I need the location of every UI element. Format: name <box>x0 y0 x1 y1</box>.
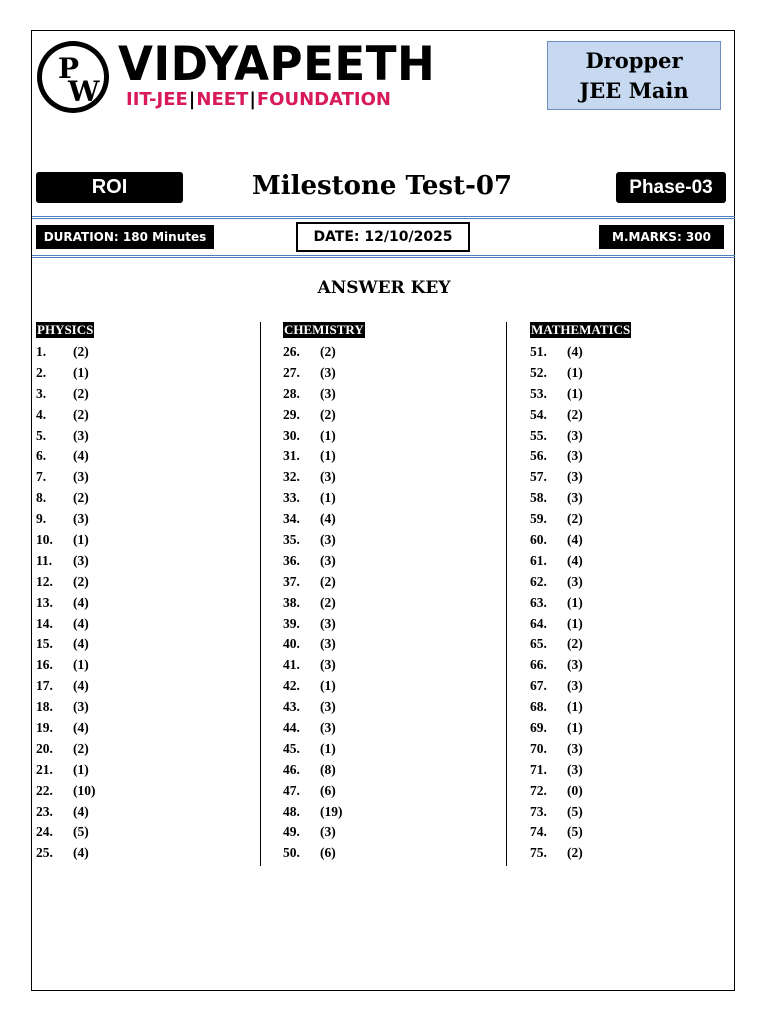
question-number: 73. <box>530 803 547 819</box>
answer-row <box>36 676 256 697</box>
answer-row <box>530 488 750 509</box>
answer-row <box>36 802 256 823</box>
question-number: 66. <box>530 657 547 673</box>
question-number: 1. <box>36 344 47 359</box>
question-number: 3. <box>36 385 47 401</box>
answer-value: (1) <box>320 740 336 756</box>
question-number: 15. <box>36 636 53 652</box>
answer-row <box>36 405 256 426</box>
answer-value: (2) <box>567 845 583 861</box>
answer-value: (6) <box>320 782 336 798</box>
answer-value: (3) <box>567 469 583 485</box>
answer-value: (1) <box>320 678 336 694</box>
svg-text:P: P <box>58 52 80 85</box>
question-number: 50. <box>283 845 300 861</box>
answer-row <box>283 405 503 426</box>
chemistry-column <box>283 322 503 864</box>
question-number: 42. <box>283 678 300 694</box>
answer-row <box>283 384 503 405</box>
answer-row <box>283 530 503 551</box>
question-number: 6. <box>36 448 47 464</box>
svg-text:W: W <box>68 75 100 108</box>
answer-value: (8) <box>320 761 336 777</box>
answer-row <box>530 426 750 447</box>
brand-name: VIDYAPEETH <box>118 37 436 92</box>
answer-value: (4) <box>567 532 583 548</box>
question-number: 61. <box>530 552 547 568</box>
question-number: 67. <box>530 678 547 694</box>
answer-row <box>530 655 750 676</box>
question-number: 59. <box>530 511 547 527</box>
answer-row <box>283 718 503 739</box>
question-number: 71. <box>530 761 547 777</box>
question-number: 31. <box>283 448 300 464</box>
answer-value: (4) <box>320 511 336 527</box>
answer-row <box>530 739 750 760</box>
question-number: 41. <box>283 657 300 673</box>
question-number: 39. <box>283 615 300 631</box>
answer-row <box>36 634 256 655</box>
answer-value: (2) <box>320 573 336 589</box>
question-number: 36. <box>283 552 300 568</box>
answer-row <box>36 551 256 572</box>
divider-top-2 <box>32 218 735 219</box>
answer-value: (3) <box>320 720 336 736</box>
question-number: 4. <box>36 406 47 422</box>
question-number: 55. <box>530 427 547 443</box>
answer-value: (10) <box>73 782 96 798</box>
answer-value: (1) <box>567 364 583 380</box>
answer-row <box>283 509 503 530</box>
answer-row <box>283 676 503 697</box>
answer-value: (2) <box>73 573 89 589</box>
answer-row <box>36 781 256 802</box>
answer-row <box>36 363 256 384</box>
answer-rows <box>283 342 503 864</box>
answer-value: (4) <box>73 448 89 464</box>
question-number: 58. <box>530 490 547 506</box>
answer-row <box>36 384 256 405</box>
question-number: 22. <box>36 782 53 798</box>
question-number: 16. <box>36 657 53 673</box>
answer-row <box>283 760 503 781</box>
answer-row <box>530 676 750 697</box>
answer-row <box>36 697 256 718</box>
question-number: 57. <box>530 469 547 485</box>
answer-row <box>530 760 750 781</box>
question-number: 12. <box>36 573 53 589</box>
answer-value: (2) <box>73 490 89 506</box>
column-divider <box>506 322 507 866</box>
answer-row <box>36 467 256 488</box>
divider-top <box>32 216 735 217</box>
answer-row <box>36 655 256 676</box>
question-number: 24. <box>36 824 53 840</box>
answer-row <box>36 614 256 635</box>
question-number: 68. <box>530 699 547 715</box>
answer-row <box>530 446 750 467</box>
tagline-iitjee: IIT-JEE <box>126 89 188 110</box>
answer-value: (3) <box>567 448 583 464</box>
question-number: 5. <box>36 427 47 443</box>
answer-value: (1) <box>567 699 583 715</box>
answer-value: (1) <box>73 657 89 673</box>
divider-bottom <box>32 255 735 256</box>
answer-value: (3) <box>567 678 583 694</box>
answer-rows <box>530 342 750 864</box>
answer-value: (4) <box>73 678 89 694</box>
answer-row <box>36 739 256 760</box>
question-number: 60. <box>530 532 547 548</box>
answer-value: (2) <box>73 406 89 422</box>
answer-row <box>530 363 750 384</box>
answer-value: (3) <box>320 657 336 673</box>
answer-row <box>283 697 503 718</box>
answer-value: (19) <box>320 803 343 819</box>
section-header-physics: PHYSICS <box>37 322 94 337</box>
phase-badge: Phase-03 <box>616 172 726 203</box>
question-number: 43. <box>283 699 300 715</box>
answer-row <box>530 843 750 864</box>
question-number: 13. <box>36 594 53 610</box>
answer-rows <box>36 342 256 864</box>
question-number: 65. <box>530 636 547 652</box>
question-number: 26. <box>283 344 300 359</box>
answer-row <box>36 342 256 363</box>
answer-row <box>283 572 503 593</box>
question-number: 54. <box>530 406 547 422</box>
answer-row <box>283 488 503 509</box>
question-number: 32. <box>283 469 300 485</box>
answer-row <box>283 781 503 802</box>
answer-row <box>283 446 503 467</box>
answer-value: (3) <box>567 427 583 443</box>
answer-value: (4) <box>73 845 89 861</box>
section-header-mathematics: MATHEMATICS <box>531 322 631 337</box>
answer-value: (4) <box>73 636 89 652</box>
answer-value: (1) <box>320 448 336 464</box>
answer-row <box>283 655 503 676</box>
answer-row <box>530 405 750 426</box>
answer-value: (3) <box>320 615 336 631</box>
answer-value: (2) <box>567 406 583 422</box>
question-number: 20. <box>36 740 53 756</box>
physics-column <box>36 322 256 864</box>
answer-row <box>36 572 256 593</box>
answer-row <box>530 614 750 635</box>
tagline-separator: | <box>188 89 196 110</box>
course-line2: JEE Main <box>579 78 689 103</box>
question-number: 44. <box>283 720 300 736</box>
answer-value: (4) <box>73 803 89 819</box>
answer-row <box>530 551 750 572</box>
answer-row <box>283 614 503 635</box>
question-number: 7. <box>36 469 47 485</box>
answer-row <box>36 426 256 447</box>
mathematics-column <box>530 322 750 864</box>
answer-value: (3) <box>320 364 336 380</box>
date-box: DATE: 12/10/2025 <box>296 222 470 252</box>
question-number: 28. <box>283 385 300 401</box>
answer-value: (3) <box>320 824 336 840</box>
answer-row <box>530 802 750 823</box>
answer-row <box>283 739 503 760</box>
answer-row <box>283 593 503 614</box>
answer-row <box>530 697 750 718</box>
question-number: 14. <box>36 615 53 631</box>
question-number: 51. <box>530 344 547 359</box>
answer-value: (2) <box>73 344 89 359</box>
answer-value: (2) <box>320 344 336 359</box>
answer-value: (3) <box>567 490 583 506</box>
question-number: 25. <box>36 845 53 861</box>
answer-row <box>36 822 256 843</box>
answer-value: (3) <box>567 573 583 589</box>
question-number: 38. <box>283 594 300 610</box>
answer-row <box>530 530 750 551</box>
question-number: 27. <box>283 364 300 380</box>
answer-value: (1) <box>567 385 583 401</box>
answer-row <box>530 572 750 593</box>
answer-row <box>530 822 750 843</box>
answer-row <box>283 551 503 572</box>
answer-value: (3) <box>73 427 89 443</box>
answer-value: (1) <box>320 490 336 506</box>
answer-value: (0) <box>567 782 583 798</box>
answer-value: (3) <box>320 385 336 401</box>
answer-value: (6) <box>320 845 336 861</box>
question-number: 40. <box>283 636 300 652</box>
answer-value: (2) <box>73 740 89 756</box>
answer-row <box>530 467 750 488</box>
answer-row <box>530 342 750 363</box>
answer-key-title: ANSWER KEY <box>317 278 451 298</box>
duration-badge: DURATION: 180 Minutes <box>36 225 214 249</box>
question-number: 29. <box>283 406 300 422</box>
question-number: 10. <box>36 532 53 548</box>
question-number: 69. <box>530 720 547 736</box>
question-number: 37. <box>283 573 300 589</box>
answer-row <box>530 718 750 739</box>
max-marks-badge: M.MARKS: 300 <box>599 225 724 249</box>
question-number: 19. <box>36 720 53 736</box>
answer-row <box>283 342 503 363</box>
question-number: 2. <box>36 364 47 380</box>
divider-bottom-2 <box>32 257 735 258</box>
answer-value: (3) <box>320 532 336 548</box>
course-line1: Dropper <box>585 48 683 73</box>
answer-value: (4) <box>73 720 89 736</box>
question-number: 72. <box>530 782 547 798</box>
answer-row <box>283 843 503 864</box>
answer-value: (1) <box>567 720 583 736</box>
answer-row <box>36 488 256 509</box>
question-number: 33. <box>283 490 300 506</box>
question-number: 62. <box>530 573 547 589</box>
answer-value: (3) <box>567 761 583 777</box>
question-number: 8. <box>36 490 47 506</box>
question-number: 46. <box>283 761 300 777</box>
question-number: 11. <box>36 552 53 568</box>
answer-value: (2) <box>567 511 583 527</box>
question-number: 75. <box>530 845 547 861</box>
answer-row <box>530 634 750 655</box>
answer-value: (1) <box>73 532 89 548</box>
question-number: 17. <box>36 678 53 694</box>
answer-value: (1) <box>567 615 583 631</box>
question-number: 64. <box>530 615 547 631</box>
answer-row <box>36 446 256 467</box>
test-title: Milestone Test-07 <box>251 171 513 201</box>
question-number: 49. <box>283 824 300 840</box>
question-number: 56. <box>530 448 547 464</box>
answer-value: (4) <box>567 344 583 359</box>
answer-row <box>36 843 256 864</box>
answer-value: (3) <box>73 511 89 527</box>
answer-row <box>36 593 256 614</box>
answer-row <box>530 781 750 802</box>
answer-row <box>283 363 503 384</box>
answer-row <box>530 593 750 614</box>
question-number: 21. <box>36 761 53 777</box>
column-divider <box>260 322 261 866</box>
answer-value: (1) <box>567 594 583 610</box>
answer-value: (1) <box>320 427 336 443</box>
answer-row <box>530 509 750 530</box>
question-number: 47. <box>283 782 300 798</box>
section-header-chemistry: CHEMISTRY <box>284 322 364 337</box>
question-number: 63. <box>530 594 547 610</box>
answer-row <box>36 718 256 739</box>
question-number: 34. <box>283 511 300 527</box>
question-number: 45. <box>283 740 300 756</box>
question-number: 48. <box>283 803 300 819</box>
answer-row <box>283 426 503 447</box>
answer-value: (3) <box>567 657 583 673</box>
question-number: 52. <box>530 364 547 380</box>
answer-row <box>36 760 256 781</box>
tagline-foundation: FOUNDATION <box>256 89 391 110</box>
pw-logo <box>36 40 110 114</box>
answer-value: (3) <box>73 699 89 715</box>
batch-badge: ROI <box>36 172 183 203</box>
answer-value: (3) <box>567 740 583 756</box>
answer-row <box>283 822 503 843</box>
answer-value: (3) <box>320 636 336 652</box>
course-box <box>547 41 721 110</box>
answer-value: (2) <box>320 594 336 610</box>
tagline-separator: | <box>249 89 256 110</box>
question-number: 35. <box>283 532 300 548</box>
answer-row <box>36 530 256 551</box>
question-number: 70. <box>530 740 547 756</box>
answer-value: (4) <box>567 552 583 568</box>
question-number: 18. <box>36 699 53 715</box>
question-number: 53. <box>530 385 547 401</box>
question-number: 30. <box>283 427 300 443</box>
answer-value: (5) <box>567 803 583 819</box>
answer-value: (3) <box>73 552 89 568</box>
tagline-neet: NEET <box>196 89 249 110</box>
answer-value: (1) <box>73 364 89 380</box>
answer-value: (3) <box>320 699 336 715</box>
brand-tagline <box>126 90 391 110</box>
answer-row <box>530 384 750 405</box>
answer-value: (3) <box>73 469 89 485</box>
question-number: 23. <box>36 803 53 819</box>
question-number: 9. <box>36 511 47 527</box>
answer-value: (4) <box>73 594 89 610</box>
answer-row <box>36 509 256 530</box>
answer-value: (3) <box>320 469 336 485</box>
answer-value: (2) <box>567 636 583 652</box>
answer-value: (2) <box>320 406 336 422</box>
answer-value: (1) <box>73 761 89 777</box>
answer-value: (5) <box>567 824 583 840</box>
answer-row <box>283 802 503 823</box>
answer-value: (3) <box>320 552 336 568</box>
answer-row <box>283 634 503 655</box>
answer-value: (4) <box>73 615 89 631</box>
answer-row <box>283 467 503 488</box>
answer-value: (5) <box>73 824 89 840</box>
question-number: 74. <box>530 824 547 840</box>
answer-value: (2) <box>73 385 89 401</box>
